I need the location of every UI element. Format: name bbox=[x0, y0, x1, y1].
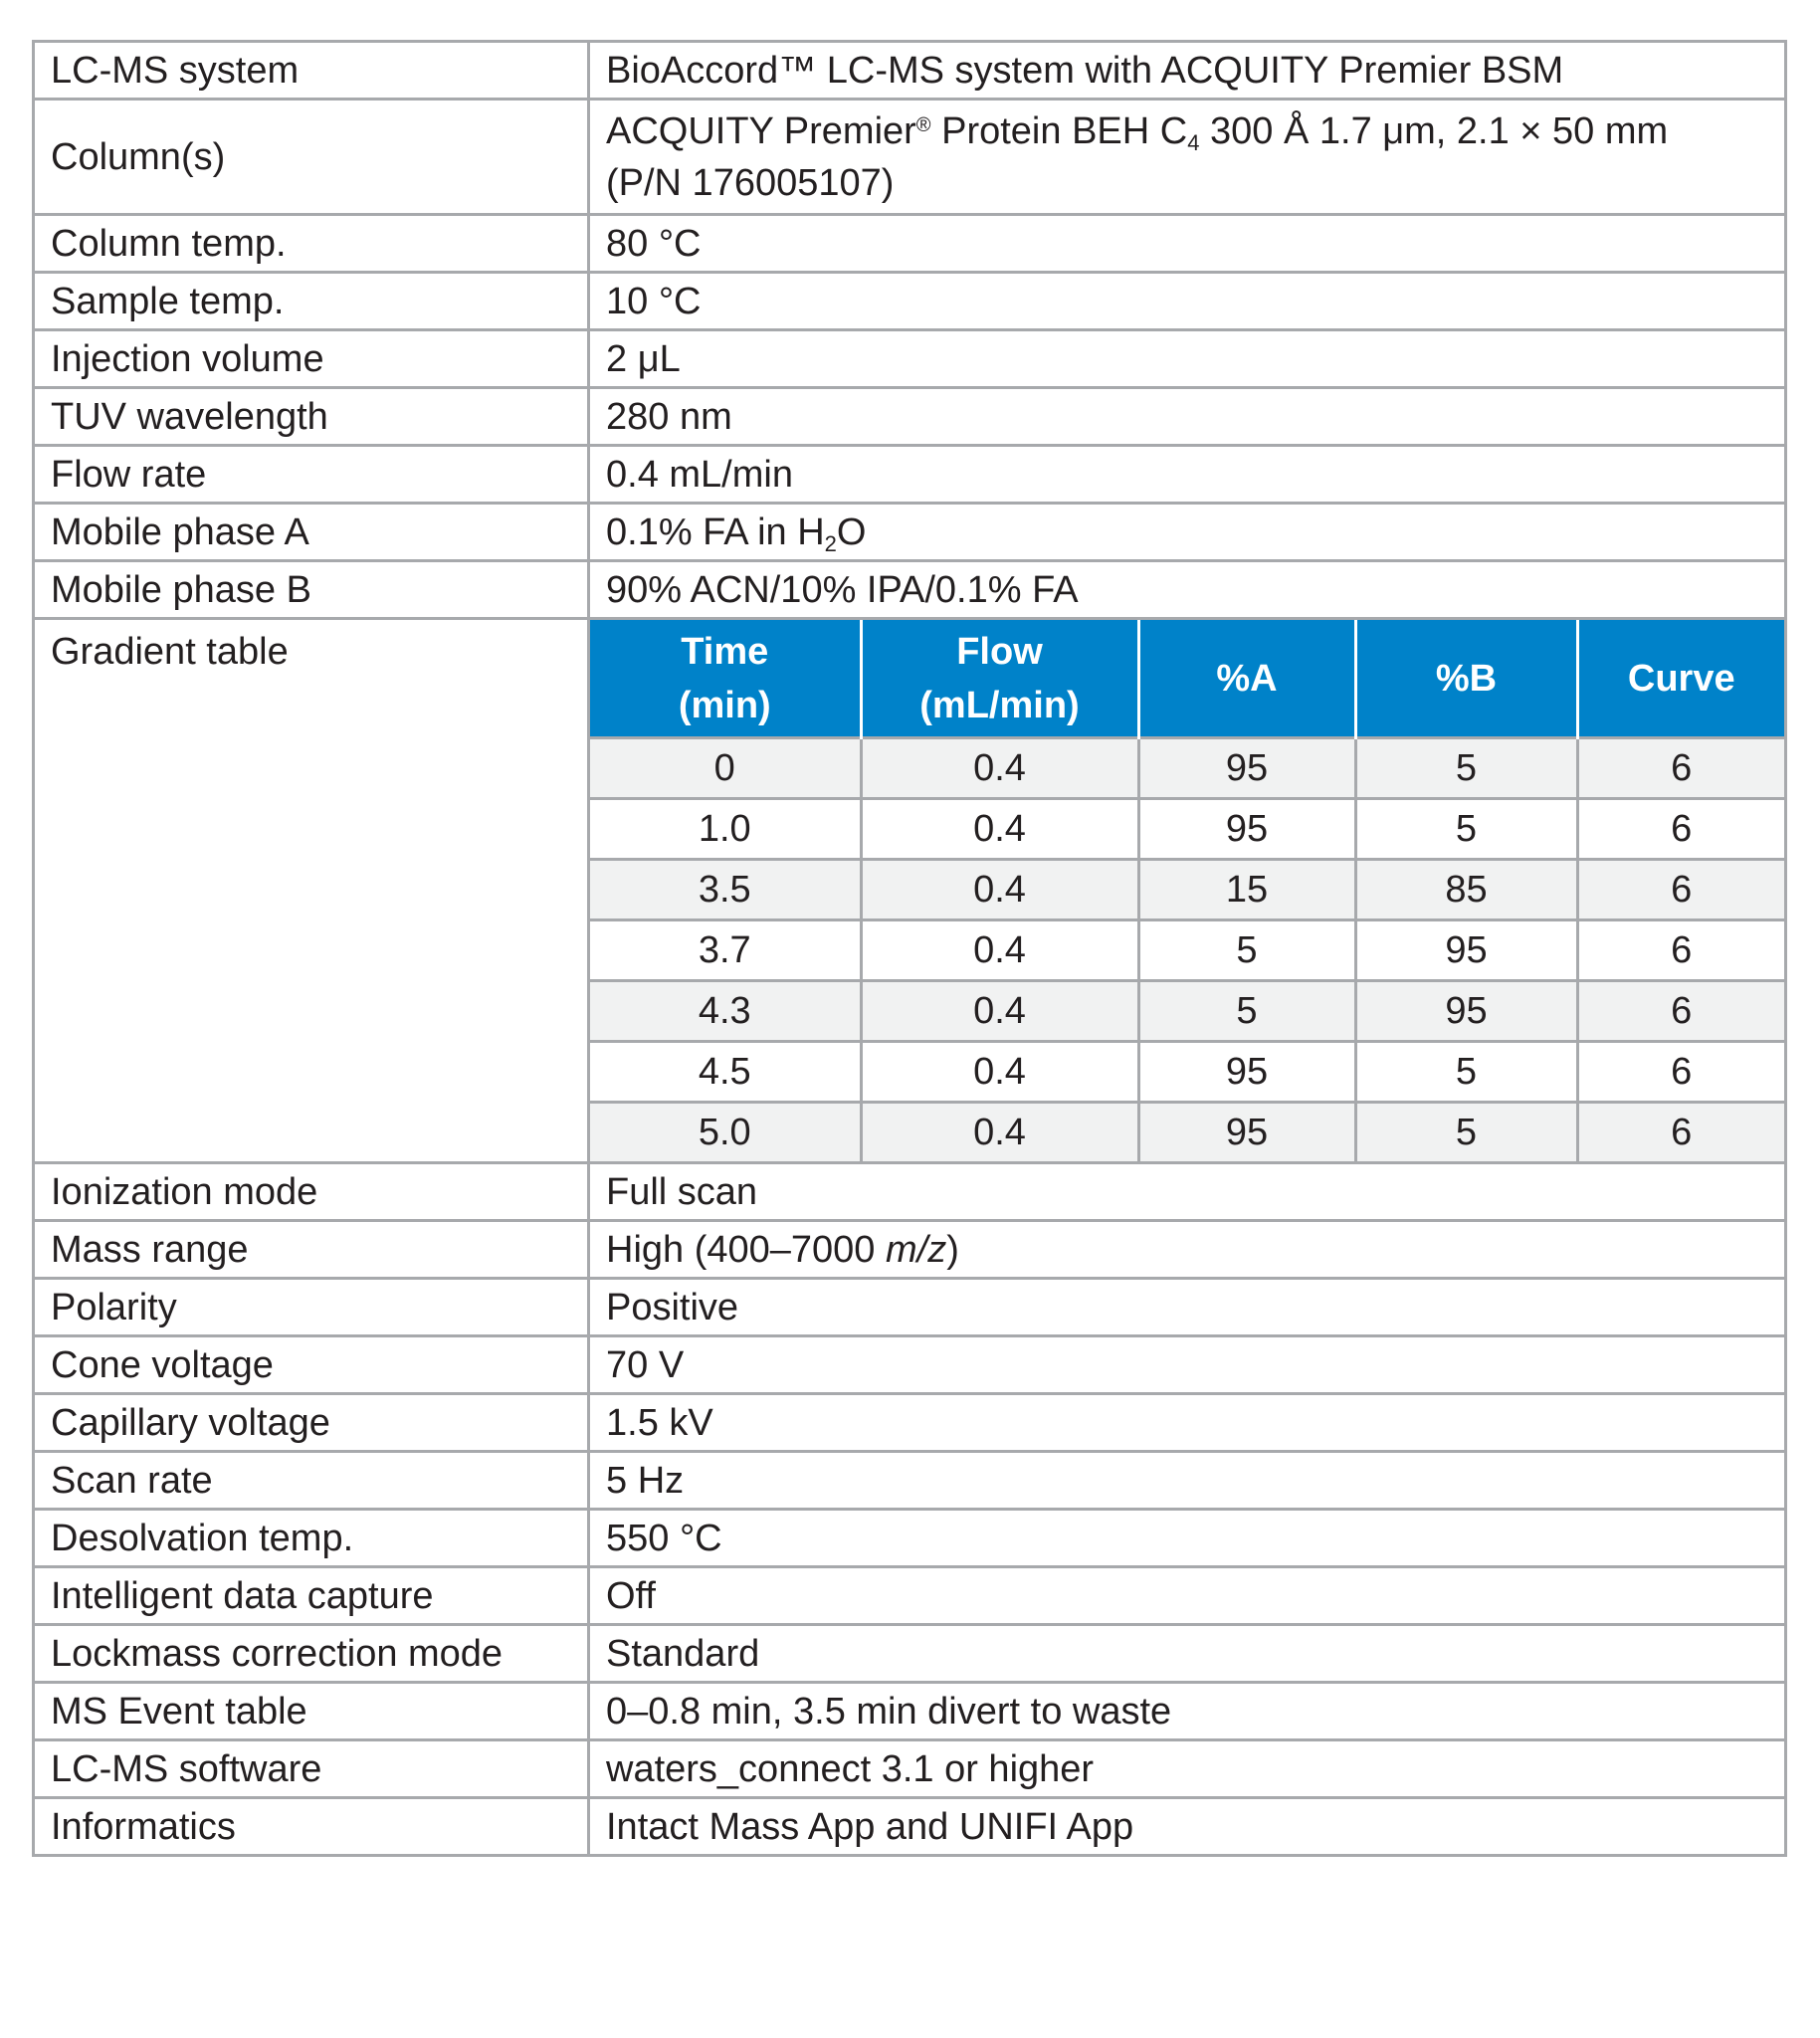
gradient-header-curve: Curve bbox=[1577, 620, 1784, 738]
gradient-cell-value: 0.4 bbox=[861, 1103, 1138, 1162]
gradient-cell-value: 95 bbox=[1138, 799, 1355, 860]
value-part: 300 Å 1.7 μm, 2.1 × 50 mm bbox=[1199, 109, 1669, 152]
param-value: 70 V bbox=[589, 1336, 1786, 1394]
gradient-header-b: %B bbox=[1355, 620, 1577, 738]
gradient-data-row bbox=[590, 1103, 1784, 1162]
table-row bbox=[34, 1683, 1786, 1740]
gradient-cell-value: 85 bbox=[1355, 860, 1577, 920]
gradient-cell-value: 0.4 bbox=[861, 920, 1138, 981]
value-part: 0.1% FA in H bbox=[606, 510, 825, 553]
param-value: 5 Hz bbox=[589, 1452, 1786, 1510]
gradient-cell-value: 5.0 bbox=[590, 1103, 861, 1162]
method-conditions-table bbox=[32, 40, 1787, 1857]
table-row bbox=[34, 1336, 1786, 1394]
gradient-cell-value: 3.7 bbox=[590, 920, 861, 981]
param-label: Cone voltage bbox=[34, 1336, 589, 1394]
value-part: (P/N 176005107) bbox=[606, 161, 895, 204]
gradient-cell-value: 5 bbox=[1355, 799, 1577, 860]
gradient-cell-value: 3.5 bbox=[590, 860, 861, 920]
param-label: Mobile phase B bbox=[34, 561, 589, 619]
param-label: Column temp. bbox=[34, 215, 589, 273]
value-part-italic: m/z bbox=[886, 1228, 947, 1271]
param-label: Sample temp. bbox=[34, 273, 589, 330]
gradient-data-row bbox=[590, 799, 1784, 860]
param-value: 90% ACN/10% IPA/0.1% FA bbox=[589, 561, 1786, 619]
header-line: Flow bbox=[956, 630, 1043, 673]
header-line: (mL/min) bbox=[919, 684, 1080, 726]
gradient-cell-value: 6 bbox=[1577, 920, 1784, 981]
gradient-cell-value: 0.4 bbox=[861, 799, 1138, 860]
header-line: (min) bbox=[678, 684, 771, 726]
param-label: MS Event table bbox=[34, 1683, 589, 1740]
gradient-cell-value: 5 bbox=[1138, 981, 1355, 1042]
gradient-cell-value: 0.4 bbox=[861, 1042, 1138, 1103]
param-value: 1.5 kV bbox=[589, 1394, 1786, 1452]
header-line: Time bbox=[681, 630, 769, 673]
table-row bbox=[34, 504, 1786, 561]
param-label: Lockmass correction mode bbox=[34, 1625, 589, 1683]
gradient-cell-value: 15 bbox=[1138, 860, 1355, 920]
gradient-header-flow bbox=[861, 620, 1138, 738]
param-value: waters_connect 3.1 or higher bbox=[589, 1740, 1786, 1798]
gradient-data-row bbox=[590, 1042, 1784, 1103]
gradient-table bbox=[590, 620, 1784, 1161]
gradient-cell-value: 6 bbox=[1577, 981, 1784, 1042]
gradient-cell-value: 5 bbox=[1355, 1103, 1577, 1162]
param-label: LC-MS system bbox=[34, 42, 589, 100]
param-value: 0–0.8 min, 3.5 min divert to waste bbox=[589, 1683, 1786, 1740]
param-value: Full scan bbox=[589, 1163, 1786, 1221]
table-row bbox=[34, 1798, 1786, 1856]
gradient-data-row bbox=[590, 860, 1784, 920]
param-label: Ionization mode bbox=[34, 1163, 589, 1221]
gradient-cell-value: 0 bbox=[590, 738, 861, 799]
param-value bbox=[589, 100, 1786, 215]
param-label: Column(s) bbox=[34, 100, 589, 215]
gradient-cell-value: 0.4 bbox=[861, 860, 1138, 920]
table-row bbox=[34, 1163, 1786, 1221]
param-value bbox=[589, 504, 1786, 561]
table-row bbox=[34, 273, 1786, 330]
gradient-header-a: %A bbox=[1138, 620, 1355, 738]
table-row bbox=[34, 330, 1786, 388]
subscript: 2 bbox=[824, 530, 837, 556]
param-label: Polarity bbox=[34, 1279, 589, 1336]
table-row bbox=[34, 1394, 1786, 1452]
gradient-data-row bbox=[590, 981, 1784, 1042]
param-label: Informatics bbox=[34, 1798, 589, 1856]
gradient-cell-value: 95 bbox=[1138, 1042, 1355, 1103]
param-value: 2 μL bbox=[589, 330, 1786, 388]
param-value: Off bbox=[589, 1567, 1786, 1625]
gradient-cell-value: 5 bbox=[1355, 738, 1577, 799]
table-row bbox=[34, 1221, 1786, 1279]
gradient-header-time bbox=[590, 620, 861, 738]
table-row bbox=[34, 100, 1786, 215]
param-value: 80 °C bbox=[589, 215, 1786, 273]
table-row bbox=[34, 215, 1786, 273]
subscript: 4 bbox=[1187, 129, 1200, 155]
gradient-cell-value: 4.3 bbox=[590, 981, 861, 1042]
gradient-cell-value: 5 bbox=[1138, 920, 1355, 981]
gradient-cell-value: 95 bbox=[1355, 981, 1577, 1042]
gradient-cell-value: 6 bbox=[1577, 860, 1784, 920]
table-row bbox=[34, 561, 1786, 619]
value-part: ) bbox=[946, 1228, 959, 1271]
table-row bbox=[34, 388, 1786, 446]
param-value: 0.4 mL/min bbox=[589, 446, 1786, 504]
gradient-cell-value: 1.0 bbox=[590, 799, 861, 860]
param-label: Scan rate bbox=[34, 1452, 589, 1510]
param-label: Mobile phase A bbox=[34, 504, 589, 561]
param-label: Capillary voltage bbox=[34, 1394, 589, 1452]
table-row bbox=[34, 1567, 1786, 1625]
param-label: TUV wavelength bbox=[34, 388, 589, 446]
gradient-cell-value: 6 bbox=[1577, 1103, 1784, 1162]
param-value: 550 °C bbox=[589, 1510, 1786, 1567]
param-value: Positive bbox=[589, 1279, 1786, 1336]
param-label: Mass range bbox=[34, 1221, 589, 1279]
gradient-cell bbox=[589, 619, 1786, 1163]
gradient-cell-value: 5 bbox=[1355, 1042, 1577, 1103]
gradient-row bbox=[34, 619, 1786, 1163]
param-label: Gradient table bbox=[34, 619, 589, 1163]
param-label: Flow rate bbox=[34, 446, 589, 504]
param-value: Intact Mass App and UNIFI App bbox=[589, 1798, 1786, 1856]
gradient-cell-value: 6 bbox=[1577, 738, 1784, 799]
registered-mark: ® bbox=[915, 113, 931, 136]
gradient-data-row bbox=[590, 738, 1784, 799]
gradient-cell-value: 95 bbox=[1138, 738, 1355, 799]
value-part: High (400–7000 bbox=[606, 1228, 886, 1271]
table-row bbox=[34, 1740, 1786, 1798]
table-row bbox=[34, 446, 1786, 504]
param-label: Injection volume bbox=[34, 330, 589, 388]
table-row bbox=[34, 1452, 1786, 1510]
gradient-cell-value: 0.4 bbox=[861, 981, 1138, 1042]
param-value: 10 °C bbox=[589, 273, 1786, 330]
gradient-cell-value: 0.4 bbox=[861, 738, 1138, 799]
gradient-cell-value: 6 bbox=[1577, 799, 1784, 860]
gradient-cell-value: 95 bbox=[1138, 1103, 1355, 1162]
value-part: ACQUITY Premier bbox=[606, 109, 916, 152]
gradient-header-row bbox=[590, 620, 1784, 738]
gradient-data-row bbox=[590, 920, 1784, 981]
param-label: Intelligent data capture bbox=[34, 1567, 589, 1625]
param-value: 280 nm bbox=[589, 388, 1786, 446]
gradient-cell-value: 4.5 bbox=[590, 1042, 861, 1103]
param-label: Desolvation temp. bbox=[34, 1510, 589, 1567]
param-value: BioAccord™ LC-MS system with ACQUITY Premier BSM bbox=[589, 42, 1786, 100]
param-label: LC-MS software bbox=[34, 1740, 589, 1798]
value-part: Protein BEH C bbox=[930, 109, 1188, 152]
table-row bbox=[34, 1510, 1786, 1567]
table-row bbox=[34, 42, 1786, 100]
value-part: O bbox=[836, 510, 867, 553]
table-row bbox=[34, 1625, 1786, 1683]
gradient-body bbox=[590, 738, 1784, 1162]
gradient-cell-value: 6 bbox=[1577, 1042, 1784, 1103]
param-value bbox=[589, 1221, 1786, 1279]
param-value: Standard bbox=[589, 1625, 1786, 1683]
gradient-cell-value: 95 bbox=[1355, 920, 1577, 981]
table-row bbox=[34, 1279, 1786, 1336]
